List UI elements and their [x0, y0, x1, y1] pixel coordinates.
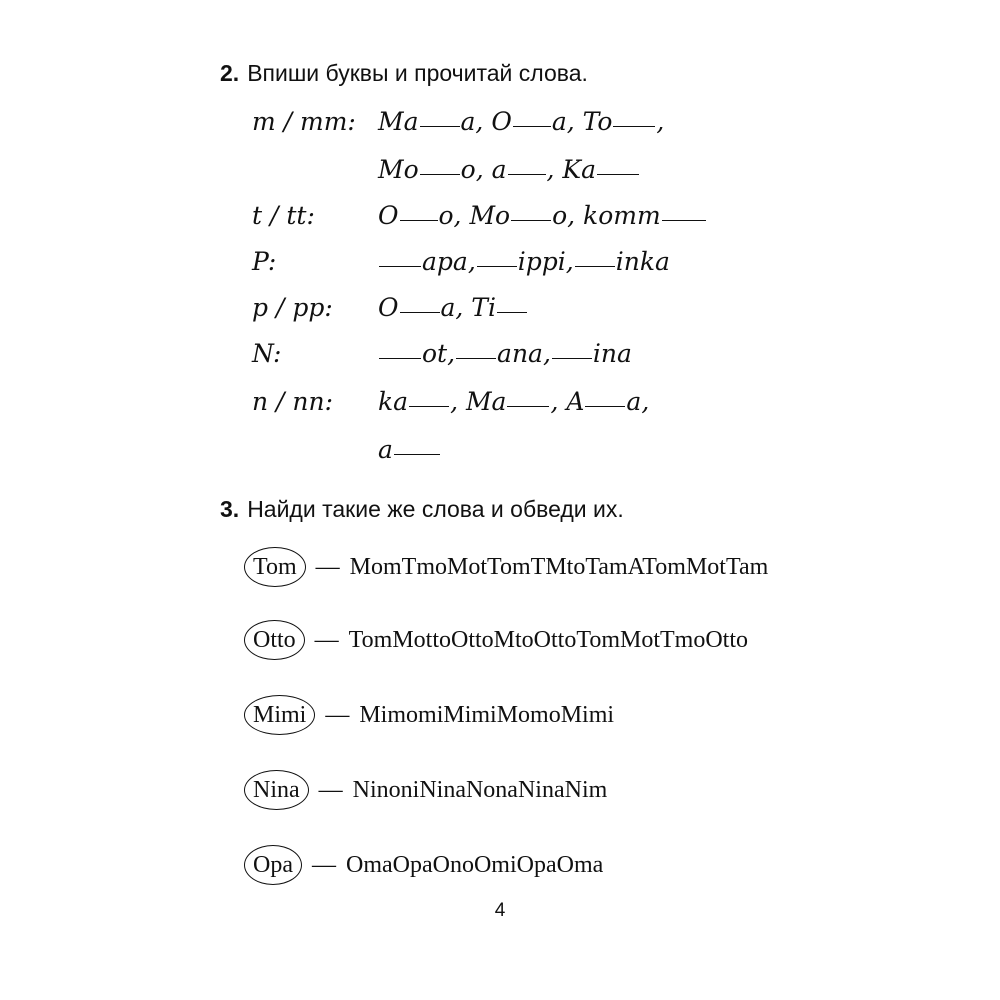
word-search-row — [244, 840, 603, 890]
fill-blank[interactable] — [400, 311, 440, 313]
word-fragment: , A — [550, 387, 585, 416]
fill-blank[interactable] — [513, 125, 551, 127]
exercise-3-instruction: Найди такие же слова и обведи их. — [247, 496, 624, 522]
row-words — [378, 435, 441, 464]
row-letter-label: m / mm: — [252, 107, 356, 136]
fill-blank[interactable] — [456, 357, 496, 359]
row-words — [378, 107, 664, 136]
fill-blank[interactable] — [379, 357, 421, 359]
letter-string[interactable]: NinoniNinaNonaNinaNim — [352, 776, 608, 803]
fill-blank[interactable] — [507, 405, 549, 407]
fill-blank[interactable] — [400, 219, 438, 221]
circled-target-word: Tom — [244, 547, 306, 587]
circled-target-word: Nina — [244, 770, 309, 810]
exercise-2-instruction: Впиши буквы и прочитай слова. — [247, 60, 588, 86]
fill-blank[interactable] — [597, 173, 639, 175]
word-search-row — [244, 615, 748, 665]
word-fragment: o, Mo — [438, 201, 511, 230]
fill-blank[interactable] — [477, 265, 517, 267]
row-words — [378, 293, 528, 322]
word-fragment: a, — [626, 387, 650, 416]
fill-blank[interactable] — [511, 219, 551, 221]
word-fragment: O — [378, 293, 399, 322]
word-fragment: O — [378, 201, 399, 230]
dash: — — [311, 851, 336, 878]
word-fragment: ippi, — [517, 247, 574, 276]
word-fragment: , Ka — [546, 155, 596, 184]
row-letter-label: P: — [252, 247, 277, 276]
row-words — [378, 201, 707, 230]
word-fragment: a, To — [551, 107, 613, 136]
exercise-2-heading — [220, 60, 588, 87]
letter-string[interactable]: OmaOpaOnoOmiOpaOma — [345, 851, 604, 878]
letter-string[interactable]: MimomiMimiMomoMimi — [359, 701, 615, 728]
word-fragment: a, O — [460, 107, 512, 136]
word-fragment: ina — [592, 339, 632, 368]
fill-blank[interactable] — [508, 173, 546, 175]
circled-target-word: Opa — [244, 845, 302, 885]
exercise-3-heading — [220, 496, 624, 523]
row-words — [378, 387, 649, 416]
fill-blank[interactable] — [575, 265, 615, 267]
word-fragment: , — [656, 107, 665, 136]
dash: — — [318, 776, 343, 803]
word-fragment: apa, — [422, 247, 476, 276]
word-fragment: o, komm — [552, 201, 661, 230]
word-fragment: a, Ti — [440, 293, 496, 322]
fill-blank[interactable] — [420, 125, 460, 127]
letter-string[interactable]: TomMottoOttoMtoOttoTomMotTmoOtto — [348, 626, 748, 653]
word-fragment: inka — [615, 247, 670, 276]
fill-blank[interactable] — [394, 453, 440, 455]
exercise-2-number: 2. — [220, 60, 240, 86]
fill-blank[interactable] — [409, 405, 449, 407]
circled-target-word: Otto — [244, 620, 305, 660]
row-letter-label: t / tt: — [252, 201, 315, 230]
letter-string[interactable]: MomTmoMotTomTMtoTamATomMotTam — [349, 553, 769, 580]
row-words — [378, 339, 632, 368]
word-fragment: a — [378, 435, 393, 464]
row-letter-label: p / pp: — [252, 293, 333, 322]
word-fragment: Mo — [378, 155, 419, 184]
dash: — — [325, 701, 350, 728]
word-search-row — [244, 765, 607, 815]
fill-blank[interactable] — [497, 311, 527, 313]
row-letter-label: n / nn: — [252, 387, 334, 416]
word-fragment: , Ma — [450, 387, 507, 416]
fill-blank[interactable] — [662, 219, 706, 221]
circled-target-word: Mimi — [244, 695, 315, 735]
row-letter-label: N: — [252, 339, 282, 368]
fill-blank[interactable] — [552, 357, 592, 359]
word-search-row — [244, 542, 768, 592]
word-fragment: Ma — [378, 107, 419, 136]
dash: — — [315, 553, 340, 580]
word-fragment: ana, — [497, 339, 551, 368]
fill-blank[interactable] — [420, 173, 460, 175]
word-fragment: o, a — [460, 155, 507, 184]
fill-blank[interactable] — [585, 405, 625, 407]
exercise-3-number: 3. — [220, 496, 240, 522]
page-number: 4 — [494, 900, 506, 921]
word-fragment: ka — [378, 387, 409, 416]
row-words — [378, 247, 670, 276]
dash: — — [314, 626, 339, 653]
row-words — [378, 155, 640, 184]
fill-blank[interactable] — [379, 265, 421, 267]
word-fragment: ot, — [422, 339, 456, 368]
fill-blank[interactable] — [613, 125, 655, 127]
word-search-row — [244, 690, 614, 740]
